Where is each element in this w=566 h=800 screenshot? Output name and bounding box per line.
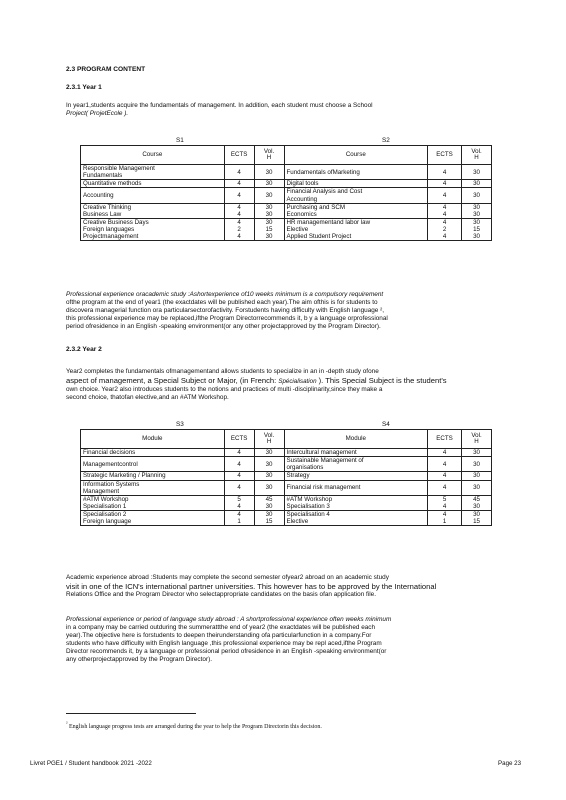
header-vol: Vol. H xyxy=(462,430,492,449)
course-cell: Creative Thinking Business Law xyxy=(81,203,225,218)
vol-cell: 30 xyxy=(462,188,492,203)
year1-intro-line: Project( ProjetEcole ). xyxy=(66,110,129,117)
ects-cell: 4 4 xyxy=(428,203,462,218)
table-row xyxy=(81,511,492,526)
ects-cell: 4 2 4 xyxy=(224,218,254,240)
ects-cell: 4 xyxy=(224,165,254,180)
vol-cell: 30 xyxy=(462,457,492,472)
footer-page-number: Page 23 xyxy=(498,760,522,767)
vol-cell: 30 xyxy=(254,480,284,495)
ects-cell: 4 xyxy=(224,480,254,495)
header-ects: ECTS xyxy=(428,430,462,449)
ects-cell: 4 xyxy=(224,472,254,480)
semester-label-s3: S3 xyxy=(176,421,184,428)
paragraph-line: this professional experience may be replaced,ifthe Program Directorrecommends it, b y a language orprofessional xyxy=(66,315,388,322)
course-cell: Financial risk management xyxy=(284,480,428,495)
ects-cell: 4 xyxy=(224,188,254,203)
header-course: Course xyxy=(284,146,428,165)
vol-cell: 30 15 xyxy=(462,511,492,526)
footnote-divider xyxy=(66,713,196,714)
vol-cell: 30 xyxy=(462,180,492,188)
vol-cell: 30 xyxy=(254,188,284,203)
course-cell: Information Systems Management xyxy=(81,480,225,495)
header-ects: ECTS xyxy=(224,430,254,449)
paragraph-fragment: aspect of management, a Special Subject or Major, (in French: xyxy=(66,376,277,385)
vol-cell: 30 xyxy=(254,180,284,188)
course-cell: Specialisation 2 Foreign language xyxy=(81,511,225,526)
table-row xyxy=(81,180,492,188)
course-cell: Accounting xyxy=(81,188,225,203)
table-row xyxy=(81,495,492,510)
paragraph-line: Professional experience oracademic study :Ashortexperience of10 weeks minimum is a compulsory requirement xyxy=(66,291,384,298)
paragraph-fragment: Spécialisation xyxy=(278,378,317,385)
paragraph-line: ofthe program at the end of year1 (the exactdates will be published each year).The aim ofthis is for students to xyxy=(66,299,378,306)
header-course: Course xyxy=(81,146,225,165)
footer-left: Livret PGE1 / Student handbook 2021 -2022 xyxy=(30,760,152,767)
footnote-text: English language progress tests are arranged during the year to help the Program Directorin this decision. xyxy=(69,724,322,730)
vol-cell: 30 30 xyxy=(254,203,284,218)
paragraph-line: Director recommends it, by a language or professional period ofresidence in an English -speaking environment(or xyxy=(66,648,387,655)
vol-cell: 30 15 xyxy=(254,511,284,526)
vol-cell: 30 30 xyxy=(462,203,492,218)
paragraph-line: second choice, thatofan elective,and an #ATM Workshop. xyxy=(66,393,229,401)
paragraph-line: visit in one of the ICN's international partner universities. This however has to be approved by the International xyxy=(66,582,437,591)
course-cell: Responsible Management Fundamentals xyxy=(81,165,225,180)
header-module: Module xyxy=(284,430,428,449)
header-ects: ECTS xyxy=(428,146,462,165)
ects-cell: 4 xyxy=(428,165,462,180)
vol-cell: 30 xyxy=(462,449,492,457)
year2-intro xyxy=(66,368,502,402)
table-row xyxy=(81,165,492,180)
paragraph-line xyxy=(66,376,502,386)
course-cell: Creative Business Days Foreign languages Projectmanagement xyxy=(81,218,225,240)
semester-label-s4: S4 xyxy=(382,421,390,428)
course-cell: Intercultural management xyxy=(284,449,428,457)
paragraph-line: Year2 completes the fundamentals ofmanagementand allows students to specialize in an in -depth study ofone xyxy=(66,368,379,375)
section-heading: 2.3 PROGRAM CONTENT xyxy=(66,66,146,73)
vol-cell: 30 xyxy=(462,480,492,495)
table-row xyxy=(81,203,492,218)
year1-intro-line: In year1,students acquire the fundamentals of management. In addition, each student must choose a School xyxy=(66,102,373,109)
year1-intro xyxy=(66,102,502,118)
vol-cell: 30 xyxy=(254,472,284,480)
year2-heading: 2.3.2 Year 2 xyxy=(66,346,102,353)
footnote xyxy=(66,722,322,732)
semester-label-s2: S2 xyxy=(382,137,390,144)
vol-cell: 30 15 30 xyxy=(462,218,492,240)
course-cell: Strategy xyxy=(284,472,428,480)
footnote-mark: ² xyxy=(66,722,68,727)
vol-cell: 30 15 30 xyxy=(254,218,284,240)
ects-cell: 4 xyxy=(224,449,254,457)
course-cell: Digital tools xyxy=(284,180,428,188)
vol-cell: 45 30 xyxy=(462,495,492,510)
paragraph-line: students who have difficulty with English language ,this professional experience may be repl aced,ifthe Program xyxy=(66,640,382,647)
table-row xyxy=(81,449,492,457)
table-row xyxy=(81,480,492,495)
table-row xyxy=(81,188,492,203)
vol-cell: 30 xyxy=(254,449,284,457)
course-cell: Fundamentals ofMarketing xyxy=(284,165,428,180)
paragraph-line: year).The objective here is forstudents to deepen theirunderstanding ofa particularfunction in a company.For xyxy=(66,632,372,639)
semester-label-s1: S1 xyxy=(176,137,184,144)
ects-cell: 4 xyxy=(428,472,462,480)
course-cell: Strategic Marketing / Planning xyxy=(81,472,225,480)
course-cell: #ATM Workshop Specialisation 3 xyxy=(284,495,428,510)
ects-cell: 4 xyxy=(224,457,254,472)
paragraph-fragment: ). This Special Subject is the student's xyxy=(318,376,447,385)
course-cell: #ATM Workshop Specialisation 1 xyxy=(81,495,225,510)
vol-cell: 45 30 xyxy=(254,495,284,510)
ects-cell: 4 4 xyxy=(224,203,254,218)
ects-cell: 4 xyxy=(428,457,462,472)
paragraph-line: discovera managerial function ora particularsectorofactivity. Forstudents having difficulty with English language ², xyxy=(66,307,385,314)
ects-cell: 4 xyxy=(428,180,462,188)
course-cell: HR managementand labor law Elective Applied Student Project xyxy=(284,218,428,240)
paragraph-line: Academic experience abroad :Students may complete the second semester ofyear2 abroad on an academic study xyxy=(66,574,389,581)
paragraph-line: Relations Office and the Program Director who selectappropriate candidates on the basis ofan application file. xyxy=(66,591,377,599)
vol-cell: 30 xyxy=(462,165,492,180)
header-module: Module xyxy=(81,430,225,449)
paragraph-line: own choice. Year2 also introduces students to the notions and practices of multi -disciplinarity,since they make a xyxy=(66,385,383,393)
year1-course-table xyxy=(80,145,492,241)
ects-cell: 4 xyxy=(224,180,254,188)
vol-cell: 30 xyxy=(254,457,284,472)
year1-heading: 2.3.1 Year 1 xyxy=(66,84,102,91)
ects-cell: 4 xyxy=(428,188,462,203)
paragraph-line: Professional experience or period of language study abroad : A shortprofessional experience often weeks minimum xyxy=(66,616,392,623)
professional-experience-paragraph xyxy=(66,291,502,331)
table-row xyxy=(81,218,492,240)
course-cell: Specialisation 4 Elective xyxy=(284,511,428,526)
professional-abroad-paragraph xyxy=(66,616,502,664)
course-cell: Financial Analysis and Cost Accounting xyxy=(284,188,428,203)
paragraph-line: in a company may be carried outduring the summerattthe end of year2 (the exactdates will be published each xyxy=(66,624,376,631)
year2-module-table xyxy=(80,429,492,526)
ects-cell: 4 xyxy=(428,480,462,495)
course-cell: Sustainable Management of organisations xyxy=(284,457,428,472)
paragraph-line: any otherprojectapproved by the Program Director). xyxy=(66,656,212,663)
ects-cell: 4 1 xyxy=(428,511,462,526)
ects-cell: 4 xyxy=(428,449,462,457)
ects-cell: 4 2 4 xyxy=(428,218,462,240)
course-cell: Quantitative methods xyxy=(81,180,225,188)
table-row xyxy=(81,457,492,472)
vol-cell: 30 xyxy=(254,165,284,180)
academic-abroad-paragraph xyxy=(66,574,502,599)
course-cell: Managementcontrol xyxy=(81,457,225,472)
header-vol: Vol. H xyxy=(254,430,284,449)
course-cell: Financial decisions xyxy=(81,449,225,457)
ects-cell: 4 1 xyxy=(224,511,254,526)
header-ects: ECTS xyxy=(224,146,254,165)
table-row xyxy=(81,472,492,480)
vol-cell: 30 xyxy=(462,472,492,480)
ects-cell: 5 4 xyxy=(428,495,462,510)
ects-cell: 5 4 xyxy=(224,495,254,510)
header-vol: Vol. H xyxy=(462,146,492,165)
paragraph-line: period ofresidence in an English -speaking environment(or any other projectapproved by the Program Director). xyxy=(66,323,381,330)
course-cell: Purchasing and SCM Economics xyxy=(284,203,428,218)
header-vol: Vol. H xyxy=(254,146,284,165)
